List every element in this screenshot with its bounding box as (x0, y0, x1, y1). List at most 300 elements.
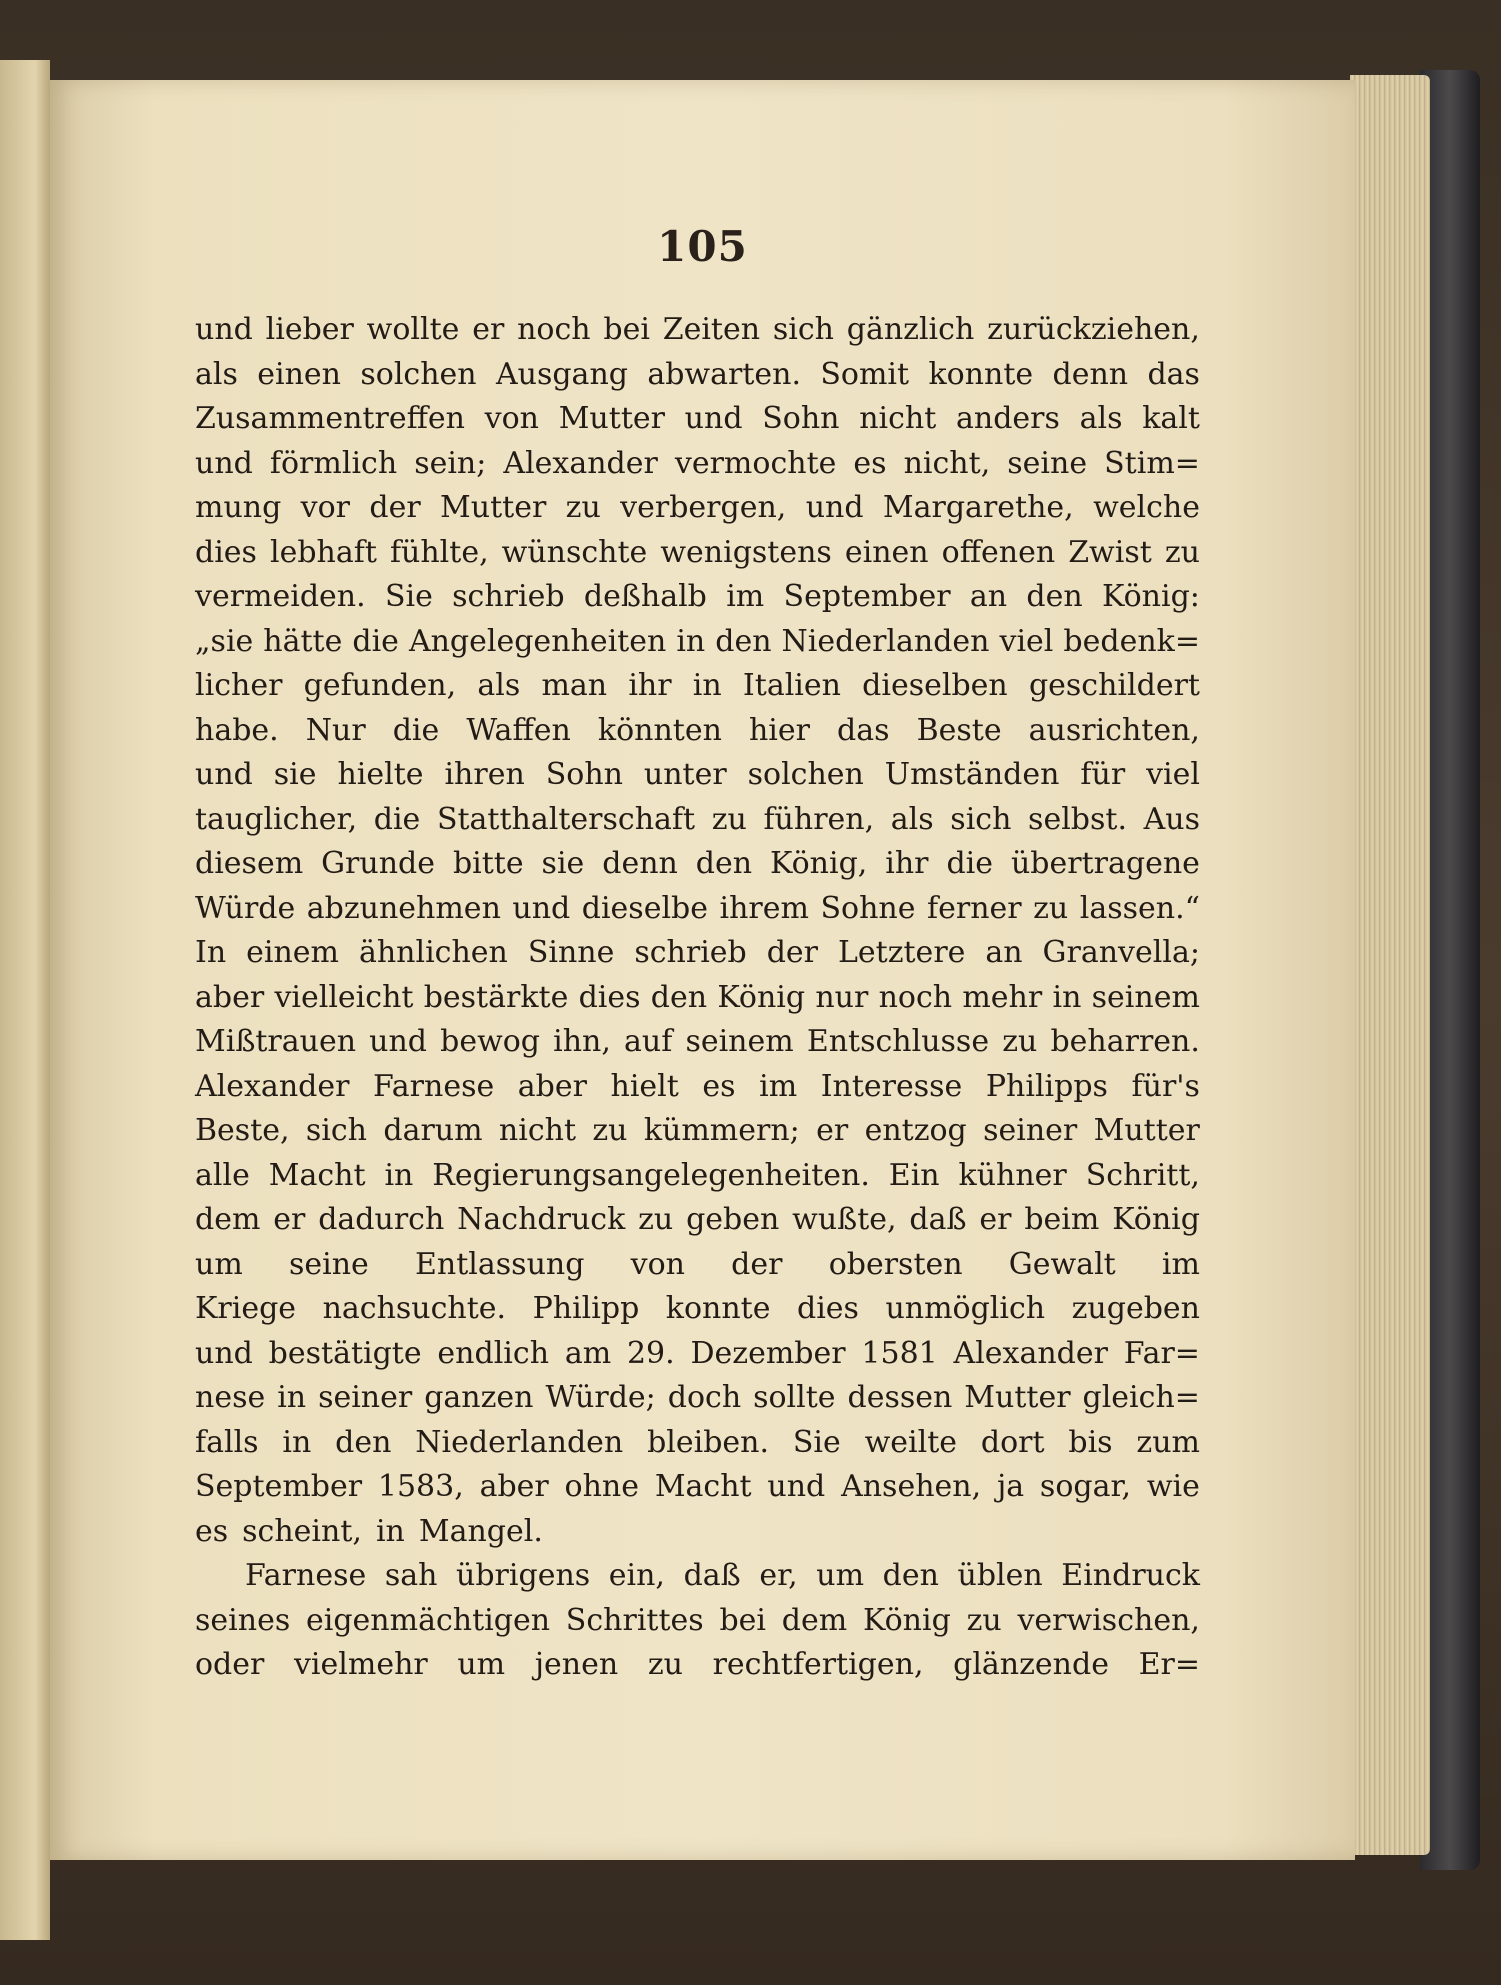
word: König: (1102, 579, 1200, 614)
word: einem (246, 935, 339, 970)
word: auf (624, 1024, 673, 1059)
word: und (684, 401, 743, 436)
word: bleiben. (647, 1424, 770, 1460)
word: dieselbe (581, 890, 709, 926)
word: Nur (305, 712, 366, 748)
word: daß (683, 1558, 741, 1593)
word: Mißtrauen (195, 1024, 357, 1059)
word: geben (686, 1202, 780, 1237)
word: zurückziehen, (987, 312, 1200, 347)
word: wünschte (501, 534, 648, 570)
word: er (979, 1202, 1012, 1237)
word: Letztere (837, 935, 966, 970)
word: als (195, 356, 238, 392)
text-line (195, 1243, 1200, 1288)
word: 1581 (861, 1335, 938, 1371)
word: bitte (452, 846, 524, 881)
word: seinem (685, 1024, 794, 1059)
word: lieber (265, 312, 354, 347)
word: abwarten. (647, 356, 801, 392)
word: Italien (742, 668, 841, 703)
word: in (676, 623, 706, 659)
text-line (195, 1287, 1200, 1332)
word: sah (384, 1558, 438, 1593)
word: Sohne (820, 890, 916, 926)
left-page-sliver (0, 60, 50, 1940)
text-line (195, 1332, 1200, 1377)
word: anders (956, 401, 1060, 436)
word: aber (517, 1068, 587, 1104)
word: zu (1164, 534, 1200, 570)
text-line (195, 1198, 1200, 1243)
word: dort (980, 1424, 1045, 1460)
text-line (195, 1065, 1200, 1110)
word: zugeben (1071, 1291, 1200, 1326)
word: Granvella; (1042, 935, 1200, 970)
word: Zeiten (662, 312, 761, 347)
word: sie (541, 846, 585, 881)
word: alle (195, 1157, 250, 1193)
word: ihrem (719, 890, 809, 926)
text-line (195, 1643, 1200, 1688)
word: Eindruck (1061, 1558, 1200, 1593)
text-line (195, 1376, 1200, 1421)
word: darum (383, 1113, 483, 1148)
word: ähnlichen (358, 935, 508, 970)
word: Zwist (1068, 534, 1152, 570)
word: Umständen (884, 757, 1060, 792)
word: nachsuchte. (322, 1291, 507, 1326)
word: Kriege (195, 1291, 297, 1326)
word: die (352, 623, 399, 659)
word: denn (602, 846, 678, 881)
text-line (195, 1020, 1200, 1065)
word: diesem (195, 846, 304, 881)
word: einen (257, 356, 341, 392)
word: Entschlusse (806, 1024, 990, 1059)
word: den (1026, 579, 1083, 614)
word: zu (647, 1647, 683, 1682)
word: jenen (534, 1647, 619, 1682)
word: Interesse (820, 1068, 963, 1104)
word: habe. (195, 712, 279, 748)
word: geschildert (1028, 668, 1200, 703)
page-stack-edge (1350, 75, 1430, 1855)
word: als (1079, 401, 1123, 436)
word: lassen.“ (1079, 890, 1200, 926)
word: Farnese (245, 1558, 367, 1593)
word: als (890, 801, 934, 837)
text-line (195, 976, 1200, 1021)
word: hätte (263, 623, 343, 659)
word: „sie (195, 623, 254, 659)
word: zu (711, 801, 747, 837)
word: dem (781, 1602, 848, 1638)
word: den (715, 623, 772, 659)
book-page (50, 80, 1355, 1860)
word: König (862, 1602, 951, 1638)
word: Ansehen, (841, 1469, 982, 1504)
word: 1583, (377, 1469, 464, 1504)
word: Aus (1143, 801, 1200, 837)
word: weilte (864, 1424, 958, 1460)
word: vielmehr (293, 1647, 428, 1682)
text-line (195, 842, 1200, 887)
word: gefunden, (303, 668, 457, 703)
word: bei (603, 312, 650, 347)
word: Regierungsangelegenheiten. (432, 1157, 870, 1193)
text-line (195, 1510, 1200, 1555)
word: König (1112, 1202, 1200, 1237)
word: zu (638, 1202, 674, 1237)
word: Stim= (1104, 445, 1200, 481)
word: er (273, 1202, 306, 1237)
text-line (195, 664, 1200, 709)
word: könnten (597, 712, 722, 748)
word: viel (1146, 757, 1200, 792)
word: Grunde (321, 846, 435, 881)
word: Alexander (953, 1335, 1108, 1371)
word: Beste (916, 712, 1002, 748)
text-line (195, 531, 1200, 576)
word: sich (950, 801, 1012, 837)
word: das (1147, 356, 1200, 392)
word: ja (996, 1469, 1025, 1504)
text-block (195, 308, 1200, 1688)
text-line (195, 620, 1200, 665)
word: entzog (864, 1113, 967, 1148)
word: in (282, 1424, 312, 1460)
word: die (392, 712, 440, 748)
word: Sohn (545, 757, 623, 792)
word: noch (878, 979, 953, 1015)
word: bewog (440, 1024, 541, 1059)
word: Angelegenheiten (408, 623, 667, 659)
word: ganzen (424, 1380, 534, 1415)
word: oder (195, 1647, 265, 1682)
word: Far= (1123, 1335, 1200, 1371)
word: eigenmächtigen (306, 1602, 551, 1638)
word: zu (1033, 890, 1069, 926)
word: König, (770, 846, 868, 881)
word: Gewalt (1008, 1246, 1116, 1282)
word: ausrichten, (1028, 712, 1200, 748)
word: gleich= (1082, 1380, 1200, 1415)
word: er, (759, 1558, 798, 1593)
word: in (384, 1157, 414, 1193)
word: konnte (665, 1291, 771, 1326)
word: beim (1024, 1202, 1100, 1237)
word: tauglicher, (195, 801, 358, 837)
word: bei (719, 1602, 767, 1638)
word: wie (1146, 1469, 1200, 1504)
word: konnte (928, 356, 1034, 392)
text-line (195, 1421, 1200, 1466)
word: Mutter (558, 401, 665, 436)
word: dies (796, 1291, 859, 1326)
word: und (195, 1335, 253, 1371)
word: falls (195, 1424, 259, 1460)
text-line (195, 931, 1200, 976)
word: den (695, 846, 753, 881)
text-line (195, 1465, 1200, 1510)
word: und (195, 445, 253, 481)
word: Niederlanden (781, 623, 990, 659)
word: dessen (847, 1380, 953, 1415)
word: hielte (337, 757, 424, 792)
word: licher (195, 668, 283, 703)
word: seiner (983, 1113, 1078, 1148)
word: zu (592, 1113, 628, 1148)
word: und (767, 1469, 826, 1504)
word: verwischen, (1017, 1602, 1200, 1638)
text-line (195, 1599, 1200, 1644)
word: solchen (360, 356, 477, 392)
word: viel (999, 623, 1054, 659)
text-line (195, 353, 1200, 398)
word: seine (288, 1246, 369, 1282)
word: kühner (958, 1157, 1067, 1193)
word: übertragene (1010, 846, 1200, 881)
word: aber (195, 979, 265, 1015)
word: bedenk= (1063, 623, 1200, 659)
text-line (195, 1109, 1200, 1154)
word: ohne (564, 1469, 640, 1504)
word: Würde (195, 890, 296, 926)
word: nur (815, 979, 869, 1015)
word: Ein (888, 1157, 940, 1193)
word: Philipp (532, 1291, 640, 1326)
word: nicht (859, 401, 937, 436)
word: September (195, 1469, 363, 1504)
text-line (195, 1554, 1200, 1599)
word: im (1161, 1246, 1200, 1282)
word: selbst. (1028, 801, 1127, 837)
word: üblen (957, 1558, 1043, 1593)
word: den (335, 1424, 392, 1460)
word: dem (195, 1202, 261, 1237)
text-line (195, 753, 1200, 798)
word: Macht (654, 1469, 752, 1504)
word: dieselben (862, 668, 1008, 703)
word: daß (909, 1202, 967, 1237)
word: fühlte, (389, 534, 489, 570)
word: glänzende (953, 1647, 1109, 1682)
text-line (195, 709, 1200, 754)
word: zu (1002, 1024, 1038, 1059)
word: wollte (366, 312, 460, 347)
word: förmlich (269, 445, 398, 481)
word: und (369, 1024, 427, 1059)
word: Margarethe, (882, 490, 1074, 525)
word: Philipps (985, 1068, 1108, 1104)
word: gänzlich (846, 312, 975, 347)
word: den (882, 1558, 939, 1593)
word: Sie (792, 1424, 841, 1460)
word: sich (772, 312, 834, 347)
word: einen (844, 534, 929, 570)
word: abzunehmen (306, 890, 501, 926)
word: mehr (962, 979, 1043, 1015)
word: vielleicht (274, 979, 414, 1015)
word: das (837, 712, 890, 748)
text-line (195, 575, 1200, 620)
text-line (195, 486, 1200, 531)
word: deßhalb (583, 579, 707, 614)
word: im (726, 579, 765, 614)
word: in (1052, 979, 1082, 1015)
word: Macht (268, 1157, 366, 1193)
text-line (195, 1154, 1200, 1199)
word: als (477, 668, 521, 703)
word: September (783, 579, 951, 614)
word: vermochte (674, 445, 837, 481)
word: solchen (747, 757, 864, 792)
text-line (195, 397, 1200, 442)
word: Mangel. (418, 1513, 543, 1549)
word: Mutter (1093, 1113, 1200, 1148)
word: in (277, 1380, 307, 1415)
word: der (766, 935, 819, 970)
word: Entlassung (415, 1246, 585, 1282)
word: König (717, 979, 806, 1015)
word: sie (273, 757, 317, 792)
word: ihn, (553, 1024, 611, 1059)
word: ein, (608, 1558, 665, 1593)
word: Sohn (762, 401, 840, 436)
word: Zusammentreffen (195, 401, 465, 436)
word: kümmern; (643, 1113, 800, 1148)
word: vermeiden. (195, 579, 366, 614)
word: ihren (444, 757, 525, 792)
word: um (816, 1558, 865, 1593)
word: obersten (828, 1246, 963, 1282)
word: an (985, 935, 1023, 970)
word: Sie (384, 579, 433, 614)
word: denn (1052, 356, 1129, 392)
word: um (195, 1246, 243, 1282)
word: wußte, (792, 1202, 897, 1237)
word: Alexander (195, 1068, 350, 1104)
word: ferner (927, 890, 1022, 926)
word: zu (966, 1602, 1002, 1638)
word: den (650, 979, 708, 1015)
word: hier (748, 712, 810, 748)
word: Somit (820, 356, 910, 392)
word: man (541, 668, 608, 703)
word: seinem (1091, 979, 1200, 1015)
word: 29. (626, 1335, 675, 1371)
word: im (759, 1068, 798, 1104)
word: bestätigte (268, 1335, 422, 1371)
word: seine (1007, 445, 1088, 481)
word: von (484, 401, 540, 436)
word: unmöglich (885, 1291, 1046, 1326)
word: dadurch (318, 1202, 445, 1237)
word: Ausgang (495, 356, 628, 392)
text-line (195, 308, 1200, 353)
word: verbergen, (620, 490, 787, 525)
word: lebhaft (269, 534, 377, 570)
word: der (369, 490, 421, 525)
word: noch (517, 312, 591, 347)
word: Schrittes (565, 1602, 704, 1638)
word: an (969, 579, 1008, 614)
word: schrieb (634, 935, 747, 970)
word: Mutter (440, 490, 547, 525)
word: doch (667, 1380, 742, 1415)
word: nese (195, 1380, 266, 1415)
word: schrieb (452, 579, 565, 614)
word: Nachdruck (457, 1202, 626, 1237)
word: rechtfertigen, (712, 1647, 924, 1682)
word: sollte (753, 1380, 836, 1415)
word: Schritt, (1085, 1157, 1200, 1193)
word: welche (1093, 490, 1200, 525)
word: Würde; (545, 1380, 656, 1415)
word: beharren. (1050, 1024, 1200, 1059)
text-line (195, 798, 1200, 843)
word: Mutter (964, 1380, 1071, 1415)
word: seiner (318, 1380, 413, 1415)
word: bestärkte (423, 979, 569, 1015)
word: in (692, 668, 722, 703)
word: Sinne (527, 935, 615, 970)
word: die (373, 801, 421, 837)
word: es (195, 1513, 229, 1549)
word: Er= (1138, 1647, 1200, 1682)
word: es (702, 1068, 736, 1104)
word: führen, (763, 801, 875, 837)
word: aber (479, 1469, 549, 1504)
word: und (512, 890, 571, 926)
word: Niederlanden (415, 1424, 624, 1460)
word: nicht, (903, 445, 991, 481)
word: sein; (414, 445, 487, 481)
word: und (195, 312, 253, 347)
word: der (731, 1246, 783, 1282)
word: ihr (628, 668, 672, 703)
word: am (564, 1335, 612, 1371)
word: kalt (1142, 401, 1200, 436)
word: in (375, 1513, 405, 1549)
word: für (1080, 757, 1126, 792)
word: sich (305, 1113, 368, 1148)
word: zu (565, 490, 601, 525)
word: hielt (610, 1068, 679, 1104)
word: sogar, (1039, 1469, 1132, 1504)
word: er (472, 312, 505, 347)
word: von (630, 1246, 685, 1282)
word: Farnese (373, 1068, 495, 1104)
text-line (195, 887, 1200, 932)
word: unter (643, 757, 727, 792)
word: Beste, (195, 1113, 290, 1148)
page-number: 105 (657, 222, 748, 271)
word: endlich (437, 1335, 550, 1371)
word: scheint, (242, 1513, 362, 1549)
word: In (195, 935, 227, 970)
word: wenigstens (660, 534, 832, 570)
word: es (853, 445, 887, 481)
word: nicht (498, 1113, 577, 1148)
word: dies (578, 979, 641, 1015)
word: für's (1131, 1068, 1200, 1104)
word: er (816, 1113, 849, 1148)
word: vor (300, 490, 351, 525)
word: ihr (885, 846, 929, 881)
word: die (946, 846, 994, 881)
